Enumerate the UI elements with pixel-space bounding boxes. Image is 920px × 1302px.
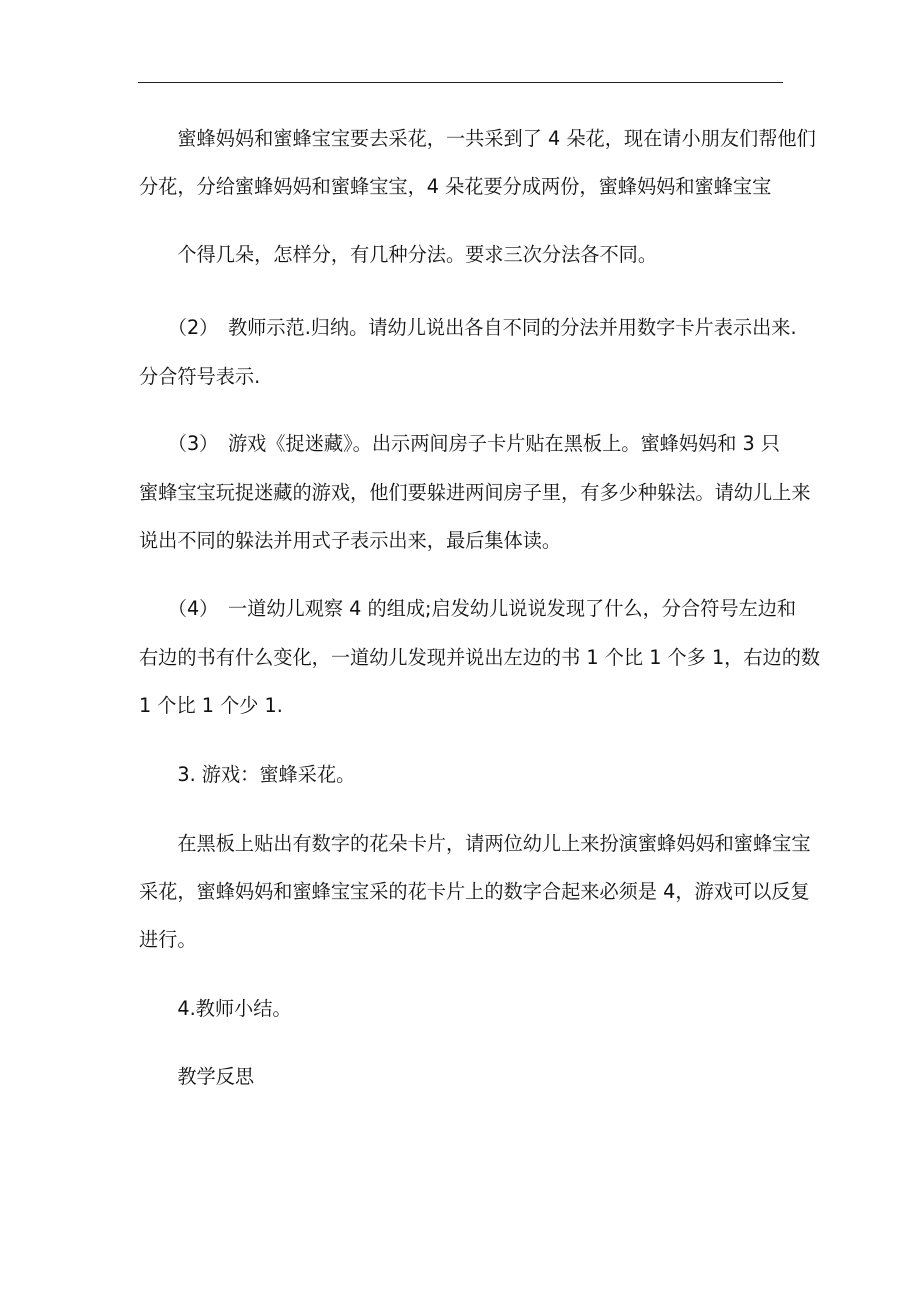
paragraph-line: （3） 游戏《捉迷藏》。出示两间房子卡片贴在黑板上。蜜蜂妈妈和 3 只 xyxy=(139,432,780,455)
paragraph-line: 进行。 xyxy=(139,928,197,951)
header-rule xyxy=(138,82,783,83)
paragraph-line: 右边的书有什么变化，一道幼儿发现并说出左边的书 1 个比 1 个多 1，右边的数 xyxy=(139,646,821,669)
paragraph-line: （4） 一道幼儿观察 4 的组成;启发幼儿说说发现了什么，分合符号左边和 xyxy=(139,597,797,620)
paragraph-line: 蜜蜂妈妈和蜜蜂宝宝要去采花，一共采到了 4 朵花，现在请小朋友们帮他们 xyxy=(139,127,816,150)
paragraph-line: 说出不同的躲法并用式子表示出来，最后集体读。 xyxy=(139,529,562,552)
paragraph-line: 采花，蜜蜂妈妈和蜜蜂宝宝采的花卡片上的数字合起来必须是 4，游戏可以反复 xyxy=(139,880,810,903)
paragraph-line: 分花，分给蜜蜂妈妈和蜜蜂宝宝，4 朵花要分成两份，蜜蜂妈妈和蜜蜂宝宝 xyxy=(139,175,772,198)
paragraph-line: 蜜蜂宝宝玩捉迷藏的游戏，他们要躲进两间房子里，有多少种躲法。请幼儿上来 xyxy=(139,481,811,504)
section-heading: 4.教师小结。 xyxy=(139,997,292,1020)
paragraph-line: （2） 教师示范.归纳。请幼儿说出各自不同的分法并用数字卡片表示出来. xyxy=(139,316,797,339)
paragraph-line: 分合符号表示. xyxy=(139,365,261,388)
paragraph-line: 个得几朵，怎样分，有几种分法。要求三次分法各不同。 xyxy=(139,243,658,266)
section-heading: 3. 游戏：蜜蜂采花。 xyxy=(139,763,356,786)
paragraph-line: 在黑板上贴出有数字的花朵卡片，请两位幼儿上来扮演蜜蜂妈妈和蜜蜂宝宝 xyxy=(139,832,811,855)
paragraph-line: 1 个比 1 个少 1. xyxy=(139,694,283,717)
section-heading: 教学反思 xyxy=(139,1065,255,1088)
